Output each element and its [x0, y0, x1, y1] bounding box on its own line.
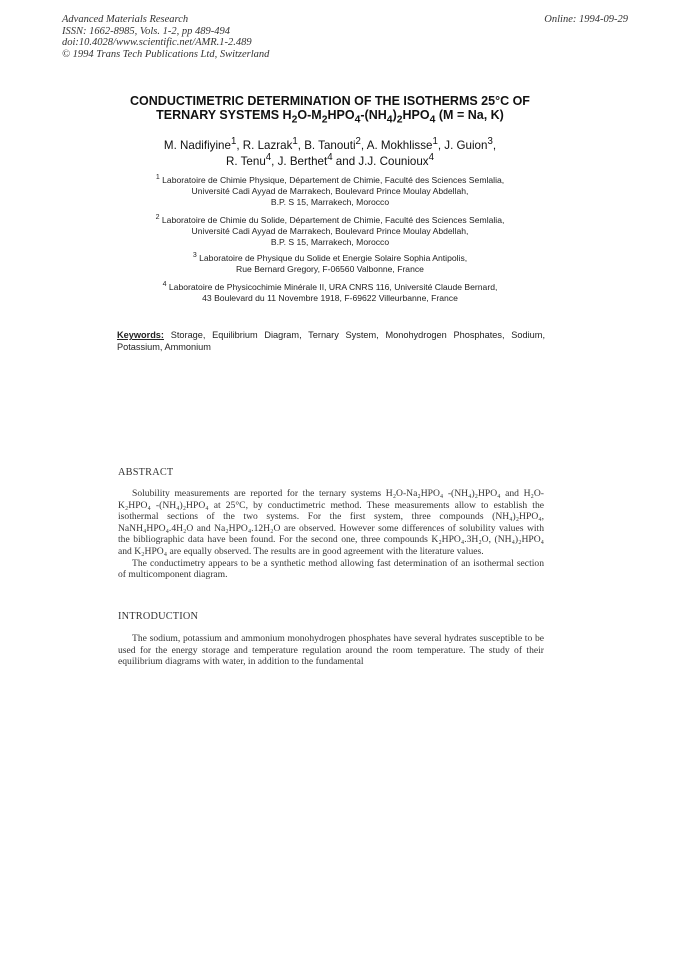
affiliation-3: $^3$ Laboratoire de Physique du Solide et Energie Solaire Sophia Antipolis, Rue Bernard Gregory, F-06560 Valbonne, France — [192, 252, 468, 275]
author-line-1: M. Nadifiyine$^1$, R. Lazrak$^1$, B. Tanouti$^2$, A. Mokhlisse$^1$, J. Guion$^3$, — [163, 136, 497, 152]
abstract-paragraph-2: The conductimetry appears to be a synthetic method allowing fast determination of an isothermal section of multicomponent diagram. — [118, 557, 544, 581]
affiliation-4: $^4$ Laboratoire de Physicochimie Minérale II, URA CNRS 116, Université Claude Bernard, 43 Boulevard du 11 Novembre 1918, F-69622 Villeurbanne, France — [162, 281, 498, 304]
keywords: Keywords: Storage, Equilibrium Diagram, Ternary System, Monohydrogen Phosphates, Sodium, Potassium, Ammonium — [117, 330, 545, 352]
journal-info — [62, 14, 269, 60]
journal-name: Advanced Materials Research — [62, 14, 189, 25]
author-list — [90, 138, 570, 170]
introduction-heading: INTRODUCTION — [118, 611, 199, 622]
journal-doi: doi:10.4028/www.scientific.net/AMR.1-2.489 — [62, 37, 252, 48]
paper-title — [90, 94, 570, 126]
keywords-label: Keywords — [117, 330, 161, 340]
journal-issn: ISSN: 1662-8985, Vols. 1-2, pp 489-494 — [62, 25, 230, 37]
introduction-paragraph-1: The sodium, potassium and ammonium monohydrogen phosphates have several hydrates susceptible to be used for the energy storage and temperature regulation around the room temperature. The study of their equilibrium diagrams with water, in addition to the fundamental — [118, 633, 544, 668]
abstract-paragraph-1: Solubility measurements are reported for the ternary systems H₂O-Na₂HPO₄ -(NH₄)₂HPO₄ and H₂O-K₂HPO₄ -(NH₄)₂HPO₄ at 25°C, by conductimetric method. These measurements allow to establish the isothermal sections of the two systems. For the first system, three compounds (NH₄)₂HPO₄, NaNH₄HPO₄.4H₂O and Na₂HPO₄.12H₂O are observed. However some differences of solubility values with the bibliographic data have been found. For the second one, three compounds K₂HPO₄.3H₂O, (NH₄)₂HPO₄ and K₂HPO₄ are equally observed. The results are in good agreement with the literature values. — [118, 488, 544, 557]
title-line-1: CONDUCTIMETRIC DETERMINATION OF THE ISOTHERMS 25°C OF — [130, 94, 530, 108]
affiliation-2: $^2$ Laboratoire de Chimie du Solide, Département de Chimie, Faculté des Sciences Semlalia, Université Cadi Ayyad de Marrakech, Boulevard Prince Moulay Abdellah, B.P. S 15, Marrakech, Morocco — [155, 214, 505, 248]
title-line-2: TERNARY SYSTEMS $H_2O-M_2HPO_4-(NH_4)_2HPO_4$ (M = Na, K) — [156, 108, 504, 126]
abstract-body — [118, 488, 544, 581]
affiliation-1: $^1$ Laboratoire de Chimie Physique, Département de Chimie, Faculté des Sciences Semlalia, Université Cadi Ayyad de Marrakech, Boulevard Prince Moulay Abdellah, B.P. S 15, Marrakech, Morocco — [155, 174, 505, 208]
author-line-2: R. Tenu$^4$, J. Berthet$^4$ and J.J. Counioux$^4$ — [226, 152, 434, 168]
keywords-text: Storage, Equilibrium Diagram, Ternary System, Monohydrogen Phosphates, Sodium, Potassium, Ammonium — [117, 330, 545, 352]
introduction-body — [118, 633, 544, 668]
journal-copyright: © 1994 Trans Tech Publications Ltd, Switzerland — [62, 48, 270, 60]
online-date: Online: 1994-09-29 — [544, 14, 628, 25]
abstract-heading: ABSTRACT — [118, 467, 174, 478]
